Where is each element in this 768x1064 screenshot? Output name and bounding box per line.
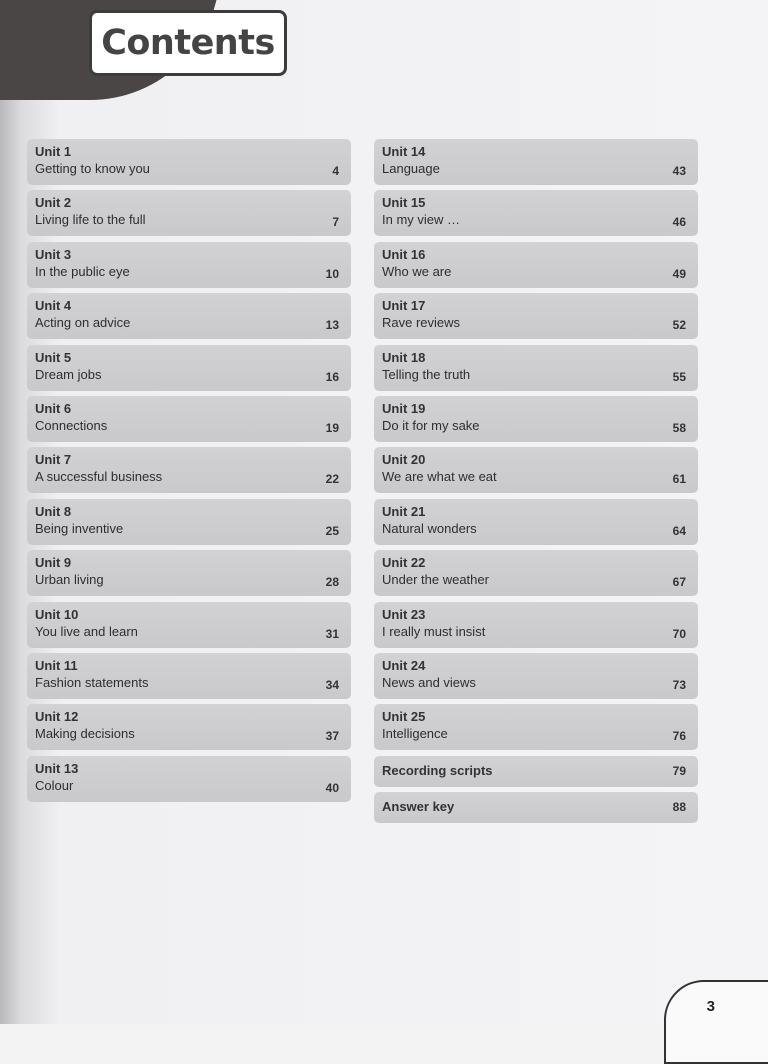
unit-label: Unit 14 xyxy=(382,144,426,159)
entry-page-number: 22 xyxy=(325,472,339,487)
page-number: 3 xyxy=(706,998,715,1015)
entry-page-number: 61 xyxy=(672,472,686,487)
unit-label: Unit 16 xyxy=(382,246,426,262)
entry-page-number: 31 xyxy=(325,626,339,641)
entry-page-number: 46 xyxy=(672,215,686,230)
entry-page-number: 88 xyxy=(672,800,686,815)
contents-left-column xyxy=(27,139,351,807)
unit-label: Unit 3 xyxy=(35,246,72,262)
entry-page-number: 37 xyxy=(325,729,339,744)
entry-title: Urban living xyxy=(35,572,104,588)
entry-title: Under the weather xyxy=(382,572,489,588)
unit-label: Unit 24 xyxy=(382,657,426,673)
entry-title: In the public eye xyxy=(35,263,130,279)
entry-title: Intelligence xyxy=(382,726,448,742)
entry-page-number: 16 xyxy=(325,369,339,384)
entry-page-number: 43 xyxy=(672,164,686,178)
unit-label: Unit 6 xyxy=(35,400,72,416)
contents-entry[interactable] xyxy=(27,653,351,699)
unit-label: Unit 21 xyxy=(382,503,426,519)
title-box xyxy=(89,10,287,76)
unit-label: Unit 9 xyxy=(35,555,72,571)
contents-entry[interactable] xyxy=(374,499,698,545)
contents-entry[interactable] xyxy=(374,190,698,236)
entry-page-number: 10 xyxy=(325,266,339,281)
entry-title: Recording scripts xyxy=(382,762,493,778)
page-number-tab xyxy=(664,980,768,1064)
entry-page-number: 64 xyxy=(672,523,686,538)
unit-label: Unit 17 xyxy=(382,298,426,314)
contents-entry[interactable] xyxy=(27,704,351,750)
entry-page-number: 76 xyxy=(672,729,686,744)
contents-entry[interactable] xyxy=(27,190,351,236)
unit-label: Unit 10 xyxy=(35,606,79,622)
unit-label: Unit 13 xyxy=(35,760,79,776)
entry-title: Connections xyxy=(35,417,108,433)
contents-right-column xyxy=(374,139,698,828)
entry-title: Getting to know you xyxy=(35,161,150,176)
unit-label: Unit 20 xyxy=(382,452,426,468)
entry-page-number: 19 xyxy=(325,420,339,435)
contents-entry[interactable] xyxy=(27,345,351,391)
entry-title: In my view … xyxy=(382,212,461,228)
entry-title: We are what we eat xyxy=(382,469,497,485)
entry-page-number: 67 xyxy=(672,575,686,590)
unit-label: Unit 19 xyxy=(382,400,426,416)
entry-title: Natural wonders xyxy=(382,520,477,536)
contents-entry[interactable] xyxy=(27,396,351,442)
unit-label: Unit 1 xyxy=(35,144,72,159)
contents-entry[interactable] xyxy=(27,756,351,802)
entry-page-number: 4 xyxy=(332,164,339,178)
unit-label: Unit 23 xyxy=(382,606,426,622)
contents-entry[interactable] xyxy=(27,550,351,596)
entry-page-number: 79 xyxy=(672,763,686,778)
entry-title: Living life to the full xyxy=(35,212,146,228)
unit-label: Unit 8 xyxy=(35,503,72,519)
entry-page-number: 40 xyxy=(325,780,339,795)
contents-extra-entry[interactable] xyxy=(374,792,698,823)
contents-entry[interactable] xyxy=(27,602,351,648)
entry-title: Do it for my sake xyxy=(382,417,480,433)
contents-entry[interactable] xyxy=(374,704,698,750)
entry-page-number: 52 xyxy=(672,318,686,333)
unit-label: Unit 18 xyxy=(382,349,426,365)
contents-entry[interactable] xyxy=(374,396,698,442)
contents-entry[interactable] xyxy=(374,653,698,699)
entry-title: Telling the truth xyxy=(382,366,471,382)
contents-entry[interactable] xyxy=(27,499,351,545)
unit-label: Unit 15 xyxy=(382,195,426,211)
entry-title: Answer key xyxy=(382,799,455,815)
contents-entry[interactable] xyxy=(374,242,698,288)
entry-page-number: 70 xyxy=(672,626,686,641)
contents-entry[interactable] xyxy=(374,293,698,339)
entry-page-number: 25 xyxy=(325,523,339,538)
entry-title: News and views xyxy=(382,674,476,690)
contents-entry[interactable] xyxy=(374,550,698,596)
contents-extra-entry[interactable] xyxy=(374,756,698,787)
contents-entry[interactable] xyxy=(374,345,698,391)
contents-entry[interactable] xyxy=(27,139,351,185)
contents-entry[interactable] xyxy=(374,139,698,185)
entry-title: Dream jobs xyxy=(35,366,102,382)
unit-label: Unit 25 xyxy=(382,709,426,725)
entry-page-number: 73 xyxy=(672,677,686,692)
entry-title: I really must insist xyxy=(382,623,486,639)
unit-label: Unit 22 xyxy=(382,555,426,571)
entry-page-number: 34 xyxy=(325,677,339,692)
contents-entry[interactable] xyxy=(27,447,351,493)
entry-title: Fashion statements xyxy=(35,674,149,690)
contents-entry[interactable] xyxy=(374,602,698,648)
unit-label: Unit 11 xyxy=(35,657,78,673)
entry-title: A successful business xyxy=(35,469,163,485)
entry-page-number: 49 xyxy=(672,266,686,281)
unit-label: Unit 7 xyxy=(35,452,72,468)
entry-page-number: 58 xyxy=(672,420,686,435)
entry-page-number: 55 xyxy=(672,369,686,384)
entry-title: Acting on advice xyxy=(35,315,131,331)
unit-label: Unit 5 xyxy=(35,349,72,365)
unit-label: Unit 2 xyxy=(35,195,72,211)
entry-title: Being inventive xyxy=(35,520,124,536)
entry-title: Who we are xyxy=(382,263,452,279)
contents-entry[interactable] xyxy=(27,293,351,339)
contents-entry[interactable] xyxy=(27,242,351,288)
page-title: Contents xyxy=(101,23,275,63)
entry-page-number: 13 xyxy=(325,318,339,333)
entry-title: Rave reviews xyxy=(382,315,461,331)
unit-label: Unit 12 xyxy=(35,709,79,725)
contents-entry[interactable] xyxy=(374,447,698,493)
entry-title: Colour xyxy=(35,777,74,793)
entry-title: Making decisions xyxy=(35,726,135,742)
entry-title: You live and learn xyxy=(35,623,138,639)
entry-page-number: 28 xyxy=(325,575,339,590)
entry-title: Language xyxy=(382,161,440,176)
entry-page-number: 7 xyxy=(332,215,339,230)
unit-label: Unit 4 xyxy=(35,298,72,314)
